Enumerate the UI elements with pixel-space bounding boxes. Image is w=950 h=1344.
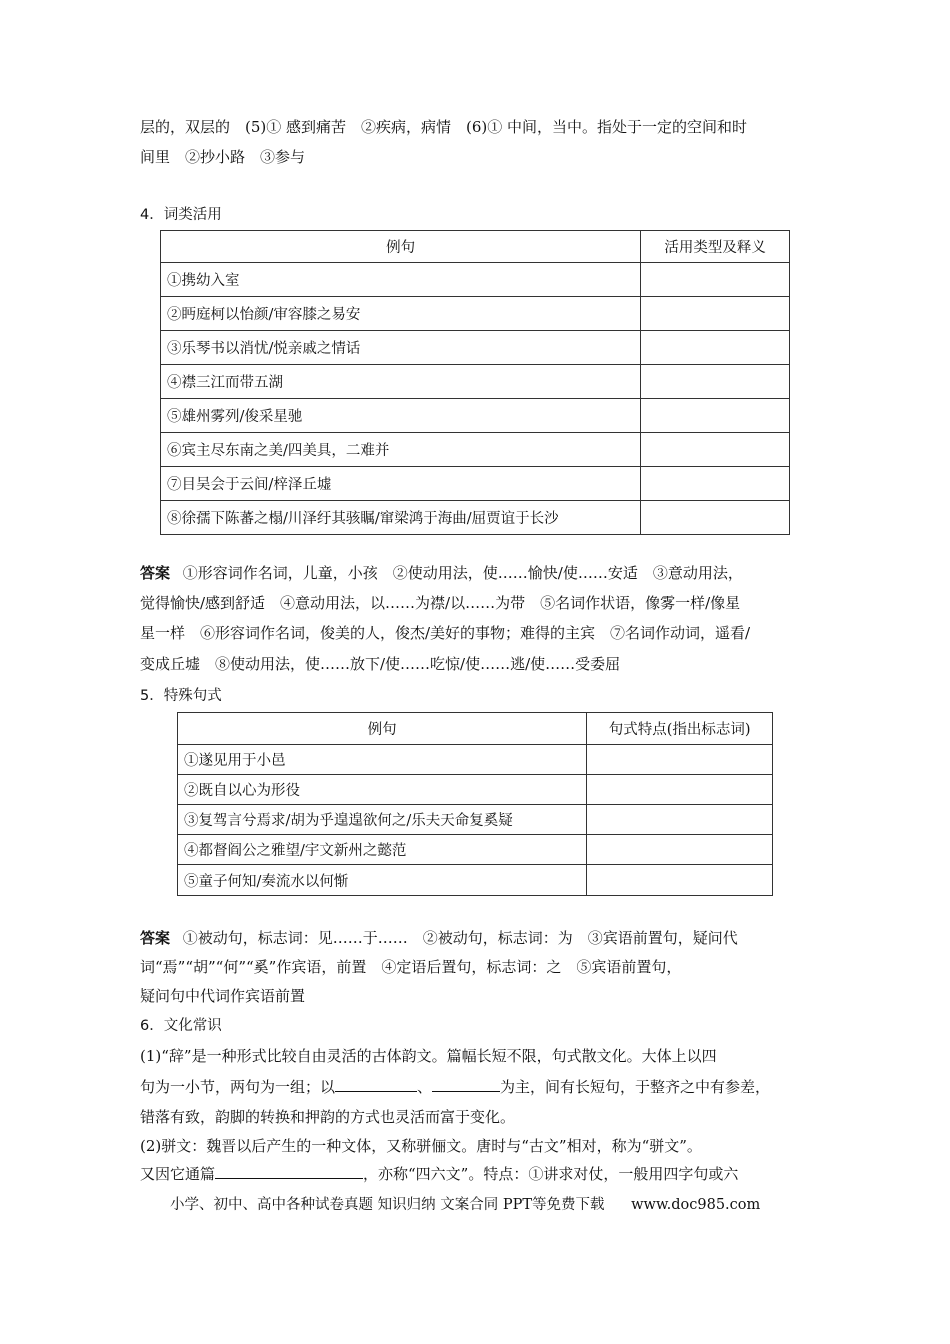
text-line: 错落有致，韵脚的转换和押韵的方式也灵活而富于变化。	[140, 1108, 516, 1126]
answer-line: 疑问句中代词作宾语前置	[140, 987, 306, 1005]
table-cell-example: ⑥宾主尽东南之美/四美具，二难并	[161, 433, 641, 467]
footer-text: 小学、初中、高中各种试卷真题 知识归纳 文案合同 PPT等免费下载	[170, 1197, 605, 1213]
table-cell-example: ④襟三江而带五湖	[161, 365, 641, 399]
word-usage-table	[160, 230, 790, 535]
section-4-title: 4．词类活用	[140, 207, 222, 223]
text-line: 间里 ②抄小路 ③参与	[140, 148, 306, 166]
table-cell-example: ②既自以心为形役	[178, 775, 587, 805]
section-5-title: 5．特殊句式	[140, 688, 222, 704]
column-header-pattern: 句式特点(指出标志词)	[587, 713, 773, 745]
answer-line: 词“焉”“胡”“何”“奚”作宾语，前置 ④定语后置句，标志词：之 ⑤宾语前置句，	[140, 958, 682, 976]
answer-cell[interactable]	[641, 433, 790, 467]
answer-cell[interactable]	[587, 865, 773, 896]
text-line	[140, 1077, 770, 1097]
answer-label: 答案	[140, 929, 171, 947]
table-cell-example: ⑤童子何知/奏流水以何惭	[178, 865, 587, 896]
table-cell-example: ④都督阎公之雅望/宇文新州之懿范	[178, 835, 587, 865]
answer-line: 星一样 ⑥形容词作名词，俊美的人，俊杰/美好的事物；难得的主宾 ⑦名词作动词，遥看/	[140, 624, 751, 642]
column-header-example: 例句	[161, 231, 641, 263]
text-fragment: 为主，间有长短句，于整齐之中有参差，	[500, 1078, 771, 1096]
answer-cell[interactable]	[587, 775, 773, 805]
table-cell-example: ③复驾言兮焉求/胡为乎遑遑欲何之/乐夫天命复奚疑	[178, 805, 587, 835]
section-6-title: 6．文化常识	[140, 1018, 222, 1034]
answer-text: ①形容词作名词，儿童，小孩 ②使动用法，使……愉快/使……安适 ③意动用法，	[182, 564, 743, 582]
column-header-example: 例句	[178, 713, 587, 745]
answer-cell[interactable]	[641, 501, 790, 535]
fill-blank[interactable]	[215, 1164, 363, 1179]
table-cell-example: ①遂见用于小邑	[178, 745, 587, 775]
text-fragment: 句为一小节，两句为一组；以	[140, 1078, 336, 1096]
text-line	[140, 1164, 738, 1184]
answer-cell[interactable]	[641, 297, 790, 331]
answer-cell[interactable]	[641, 365, 790, 399]
text-fragment: ，亦称“四六文”。特点：①讲求对仗，一般用四字句或六	[363, 1165, 739, 1183]
answer-cell[interactable]	[587, 835, 773, 865]
answer-line	[140, 563, 743, 583]
answer-line	[140, 928, 738, 948]
answer-text: ①被动句，标志词：见……于…… ②被动句，标志词：为 ③宾语前置句，疑问代	[182, 929, 738, 947]
column-header-usage-type: 活用类型及释义	[641, 231, 790, 263]
answer-label: 答案	[140, 564, 171, 582]
footer	[170, 1193, 760, 1214]
text-line: 层的，双层的 (5)① 感到痛苦 ②疾病，病情 (6)① 中间，当中。指处于一定的空间和时	[140, 118, 748, 136]
answer-line: 觉得愉快/感到舒适 ④意动用法，以……为襟/以……为带 ⑤名词作状语，像雾一样/像星	[140, 594, 741, 612]
table-cell-example: ③乐琴书以消忧/悦亲戚之情话	[161, 331, 641, 365]
answer-cell[interactable]	[587, 805, 773, 835]
fill-blank[interactable]	[432, 1077, 500, 1092]
answer-cell[interactable]	[641, 467, 790, 501]
answer-cell[interactable]	[641, 331, 790, 365]
answer-cell[interactable]	[587, 745, 773, 775]
answer-cell[interactable]	[641, 263, 790, 297]
text-line: (1)“辞”是一种形式比较自由灵活的古体韵文。篇幅长短不限，句式散文化。大体上以四	[140, 1047, 717, 1065]
table-cell-example: ⑧徐孺下陈蕃之榻/川泽纡其骇瞩/窜梁鸿于海曲/屈贾谊于长沙	[161, 501, 641, 535]
fill-blank[interactable]	[335, 1077, 417, 1092]
text-line: (2)骈文：魏晋以后产生的一种文体，又称骈俪文。唐时与“古文”相对，称为“骈文”。	[140, 1137, 702, 1155]
table-cell-example: ②眄庭柯以怡颜/审容膝之易安	[161, 297, 641, 331]
table-cell-example: ⑤雄州雾列/俊采星驰	[161, 399, 641, 433]
text-fragment: 、	[417, 1078, 433, 1096]
answer-line: 变成丘墟 ⑧使动用法，使……放下/使……吃惊/使……逃/使……受委屈	[140, 655, 621, 673]
text-fragment: 又因它通篇	[140, 1165, 216, 1183]
table-cell-example: ⑦目吴会于云间/梓泽丘墟	[161, 467, 641, 501]
sentence-pattern-table	[177, 712, 773, 896]
footer-url[interactable]: www.doc985.com	[631, 1197, 761, 1213]
table-cell-example: ①携幼入室	[161, 263, 641, 297]
answer-cell[interactable]	[641, 399, 790, 433]
